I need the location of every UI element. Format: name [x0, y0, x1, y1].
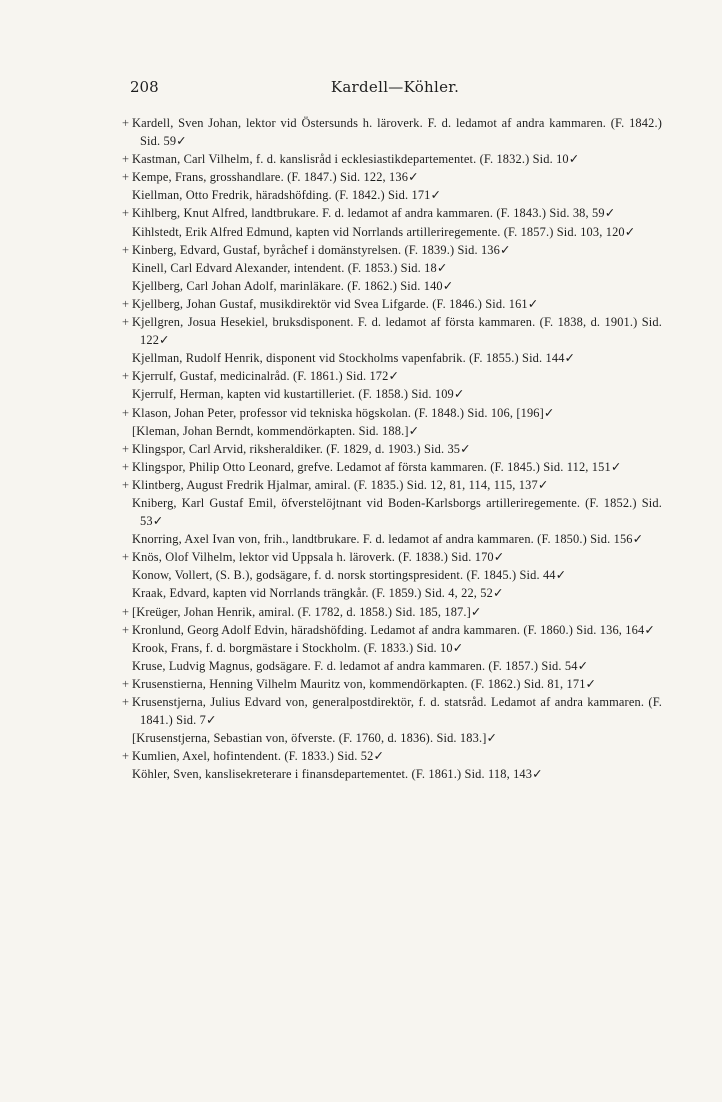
index-entry [122, 566, 662, 584]
entry-text: Klingspor, Philip Otto Leonard, grefve. Ledamot af första kammaren. (F. 1845.) Sid. 112, 151✓ [132, 459, 622, 474]
index-entry [122, 458, 662, 476]
entry-text: Kiellman, Otto Fredrik, häradshöfding. (F. 1842.) Sid. 171✓ [132, 188, 442, 203]
index-entry [122, 295, 662, 313]
index-entry [122, 621, 662, 639]
index-entry-list [122, 114, 662, 783]
index-entry [122, 241, 662, 259]
index-entry [122, 584, 662, 602]
entry-mark: + [122, 695, 130, 709]
entry-text: Knös, Olof Vilhelm, lektor vid Uppsala h. läroverk. (F. 1838.) Sid. 170✓ [132, 550, 505, 565]
entry-mark: + [122, 441, 130, 456]
entry-text: Kempe, Frans, grosshandlare. (F. 1847.) Sid. 122, 136✓ [132, 170, 419, 185]
index-entry [122, 186, 662, 204]
entry-text: Kihlberg, Knut Alfred, landtbrukare. F. d. ledamot af andra kammaren. (F. 1843.) Sid. 38, 59✓ [132, 206, 616, 221]
entry-text: [Kleman, Johan Berndt, kommendörkapten. Sid. 188.]✓ [132, 423, 420, 438]
entry-text: Krusenstierna, Henning Vilhelm Mauritz von, kommendörkapten. (F. 1862.) Sid. 81, 171✓ [132, 676, 597, 691]
entry-mark: + [122, 604, 130, 619]
index-entry [122, 747, 662, 765]
index-entry [122, 223, 662, 241]
index-entry [122, 729, 662, 747]
index-entry [122, 548, 662, 566]
entry-mark: + [122, 477, 130, 492]
entry-text: [Krusenstjerna, Sebastian von, öfverste. (F. 1760, d. 1836). Sid. 183.]✓ [132, 731, 498, 746]
entry-text: Kniberg, Karl Gustaf Emil, öfverstelöjtnant vid Boden-Karlsborgs artilleriregemente. (F. 1852.) Sid. 53✓ [132, 495, 662, 529]
entry-mark: + [122, 749, 130, 764]
entry-text: Krusenstjerna, Julius Edvard von, generalpostdirektör, f. d. statsråd. Ledamot af andra kammaren. (F. 1841.) Sid. 7✓ [132, 695, 662, 728]
entry-mark: + [122, 296, 130, 311]
index-entry [122, 693, 662, 729]
index-entry [122, 349, 662, 367]
entry-text: Krook, Frans, f. d. borgmästare i Stockholm. (F. 1833.) Sid. 10✓ [132, 640, 464, 655]
entry-text: Kihlstedt, Erik Alfred Edmund, kapten vid Norrlands artilleriregemente. (F. 1857.) Sid. 103, 120✓ [132, 224, 636, 239]
entry-text: Kastman, Carl Vilhelm, f. d. kanslisråd i ecklesiastikdepartementet. (F. 1832.) Sid. 10✓ [132, 152, 580, 167]
index-entry [122, 277, 662, 295]
entry-text: Kjerrulf, Herman, kapten vid kustartilleriet. (F. 1858.) Sid. 109✓ [132, 387, 465, 402]
entry-mark: + [122, 152, 130, 167]
entry-text: Kardell, Sven Johan, lektor vid Östersunds h. läroverk. F. d. ledamot af andra kammaren. (F. 1842.) Sid. 59✓ [132, 116, 662, 149]
index-entry [122, 404, 662, 422]
entry-mark: + [122, 459, 130, 474]
entry-mark: + [122, 170, 130, 185]
entry-mark: + [122, 116, 130, 130]
index-entry [122, 657, 662, 675]
entry-text: Kinberg, Edvard, Gustaf, byråchef i domänstyrelsen. (F. 1839.) Sid. 136✓ [132, 242, 511, 257]
page-number: 208 [130, 78, 159, 96]
index-entry [122, 530, 662, 548]
entry-text: Klingspor, Carl Arvid, riksheraldiker. (F. 1829, d. 1903.) Sid. 35✓ [132, 441, 471, 456]
entry-mark: + [122, 369, 130, 384]
entry-text: Kjerrulf, Gustaf, medicinalråd. (F. 1861.) Sid. 172✓ [132, 369, 400, 384]
index-entry [122, 313, 662, 349]
index-entry [122, 440, 662, 458]
index-entry [122, 114, 662, 150]
entry-text: Köhler, Sven, kanslisekreterare i finansdepartementet. (F. 1861.) Sid. 118, 143✓ [132, 767, 543, 782]
entry-text: Kjellberg, Johan Gustaf, musikdirektör vid Svea Lifgarde. (F. 1846.) Sid. 161✓ [132, 296, 539, 311]
entry-mark: + [122, 405, 130, 420]
index-entry [122, 204, 662, 222]
entry-mark: + [122, 206, 130, 221]
entry-text: Kjellgren, Josua Hesekiel, bruksdisponent. F. d. ledamot af första kammaren. (F. 1838, d. 1901.) Sid. 122✓ [132, 315, 662, 348]
entry-text: Klason, Johan Peter, professor vid tekniska högskolan. (F. 1848.) Sid. 106, [196]✓ [132, 405, 555, 420]
entry-text: Kruse, Ludvig Magnus, godsägare. F. d. ledamot af andra kammaren. (F. 1857.) Sid. 54✓ [132, 658, 589, 673]
entry-text: Kjellman, Rudolf Henrik, disponent vid Stockholms vapenfabrik. (F. 1855.) Sid. 144✓ [132, 351, 576, 366]
entry-mark: + [122, 550, 130, 565]
index-entry [122, 603, 662, 621]
entry-text: Kronlund, Georg Adolf Edvin, häradshöfding. Ledamot af andra kammaren. (F. 1860.) Sid. 136, 164✓ [132, 622, 655, 637]
entry-text: Kinell, Carl Edvard Alexander, intendent. (F. 1853.) Sid. 18✓ [132, 260, 448, 275]
entry-text: Kraak, Edvard, kapten vid Norrlands trängkår. (F. 1859.) Sid. 4, 22, 52✓ [132, 586, 504, 601]
entry-text: Knorring, Axel Ivan von, frih., landtbrukare. F. d. ledamot af andra kammaren. (F. 1850.) Sid. 156✓ [132, 532, 644, 547]
running-title: Kardell—Köhler. [330, 78, 460, 96]
entry-mark: + [122, 315, 130, 330]
index-entry [122, 765, 662, 783]
entry-text: Kjellberg, Carl Johan Adolf, marinläkare. (F. 1862.) Sid. 140✓ [132, 278, 454, 293]
entry-mark: + [122, 242, 130, 257]
index-entry [122, 639, 662, 657]
entry-text: Konow, Vollert, (S. B.), godsägare, f. d. norsk stortingspresident. (F. 1845.) Sid. 44✓ [132, 568, 567, 583]
index-entry [122, 476, 662, 494]
index-entry [122, 367, 662, 385]
index-entry [122, 385, 662, 403]
page-header [130, 78, 660, 100]
entry-mark: + [122, 622, 130, 637]
index-entry [122, 494, 662, 530]
index-entry [122, 422, 662, 440]
entry-text: [Kreüger, Johan Henrik, amiral. (F. 1782, d. 1858.) Sid. 185, 187.]✓ [132, 604, 482, 619]
index-entry [122, 675, 662, 693]
index-entry [122, 168, 662, 186]
entry-text: Klintberg, August Fredrik Hjalmar, amiral. (F. 1835.) Sid. 12, 81, 114, 115, 137✓ [132, 477, 549, 492]
index-entry [122, 259, 662, 277]
entry-text: Kumlien, Axel, hofintendent. (F. 1833.) Sid. 52✓ [132, 749, 384, 764]
entry-mark: + [122, 676, 130, 691]
index-entry [122, 150, 662, 168]
